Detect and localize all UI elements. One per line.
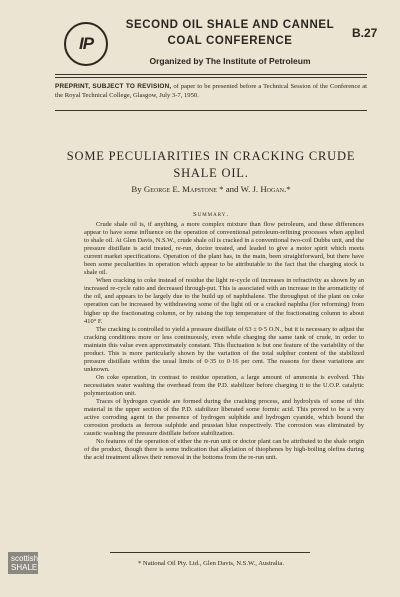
paper-title: SOME PECULIARITIES IN CRACKING CRUDE SHALE OIL.	[66, 149, 356, 180]
footnote-rule	[110, 552, 310, 553]
preprint-rule	[55, 110, 367, 111]
summary-paragraph: The cracking is controlled to yield a pressure distillate of 63 ± 0·5 O.N., but it is necessary to adjust the cracking conditions more or less continuously, even while charging the same tank of crude, in order to maintain this value even approximately constant. This fluctuation is but one feature of the variability of the product. This is more particularly shown by the variation of the total sulphur content of the stabilized pressure distillate within the usual limits of 0·35 to 0·16 per cent. The reasons for these variations are unknown.	[84, 325, 364, 373]
conference-title-line1: SECOND OIL SHALE AND CANNEL	[125, 19, 335, 31]
header-rule-top	[55, 74, 367, 75]
summary-paragraph: No features of the operation of either the re-run unit or doctor plant can be attributed to the shale origin of the product, though there is some indication that alkylation of thiophenes by high-boiling olefins during the acid treatment allows their removal in the bottoms from the re-run unit.	[84, 438, 364, 462]
author-mapstone: George E. Mapstone	[143, 184, 217, 194]
conference-title	[122, 17, 338, 49]
summary-paragraph: On coke operation, in contrast to residue operation, a large amount of ammonia is evolved. This necessitates water washing the overhead from the P.D. stabilizer before charging it to the U.O.P. catalytic polymerization unit.	[84, 373, 364, 397]
author-separator: * and	[219, 184, 239, 194]
by-label: By	[131, 184, 142, 194]
conference-title-line2: COAL CONFERENCE	[167, 35, 293, 47]
preprint-text: of paper to be presented before a Technical Session of the Conference at the Royal Technical College, Glasgow, July 3-7, 1950.	[55, 83, 367, 99]
summary-paragraph: When cracking to coke instead of residue the light re-cycle oil increases in refractivity as shown by an increased re-cycle ratio and decreased through-put. This is associated with an increase in the aromaticity of the oil, and appears to be largely due to the build up of naphthalene. The throughput of the plant on coke operation can be increased by withdrawing some of the light oil or a cracked naphtha (for reforming) from higher up the fractionating column, or by raising the top temperature of the fractionating column to about 410° F.	[84, 277, 364, 325]
summary-paragraph: Traces of hydrogen cyanide are formed during the cracking process, and hydrolysis of some of this material in the upper section of the P.D. stabilizer liberated some formic acid. This proved to be a very active corroding agent in the presence of hydrogen sulphide and hydrogen cyanide, which bound the corrosion products as ferrous sulphide and prussian blue respectively. The corrosion was eliminated by caustic washing the pressure distillate before stabilization.	[84, 398, 364, 438]
scottish-shale-watermark	[8, 552, 38, 574]
summary-body	[84, 221, 364, 462]
institute-logo	[64, 22, 108, 66]
summary-heading: Summary.	[192, 211, 230, 218]
summary-paragraph: Crude shale oil is, if anything, a more complex mixture than flow petroleum, and these differences appear to have some influence on the operation of conventional petroleum-refining processes when applied to shale oil. At Glen Davis, N.S.W., crude shale oil is cracked in a conventional two-coil Dubbs unit, and the pressure distillate is acid treated, re-run, doctor treated, and leaded to give a motor spirit which meets current market specifications. Operation of the plant has, in the main, been straightforward, but there have been some peculiarities in operation which appear to be attributable to the fact that the charging stock is shale oil.	[84, 221, 364, 277]
watermark-line1: scottish	[11, 554, 39, 563]
author-hogan: W. J. Hogan.	[240, 184, 287, 194]
author-footnote-mark: *	[286, 184, 291, 194]
watermark-line2: SHALE	[11, 563, 38, 572]
paper-code: B.27	[352, 26, 378, 40]
author-line	[60, 184, 362, 194]
author-footnote: * National Oil Pty. Ltd., Glen Davis, N.S.W., Australia.	[137, 560, 285, 567]
preprint-notice	[55, 82, 367, 100]
logo-text: IP	[78, 34, 94, 53]
preprint-label: PREPRINT, SUBJECT TO REVISION,	[55, 83, 172, 90]
header-rule-bottom	[55, 77, 367, 78]
organizer-line: Organized by The Institute of Petroleum	[149, 56, 311, 66]
